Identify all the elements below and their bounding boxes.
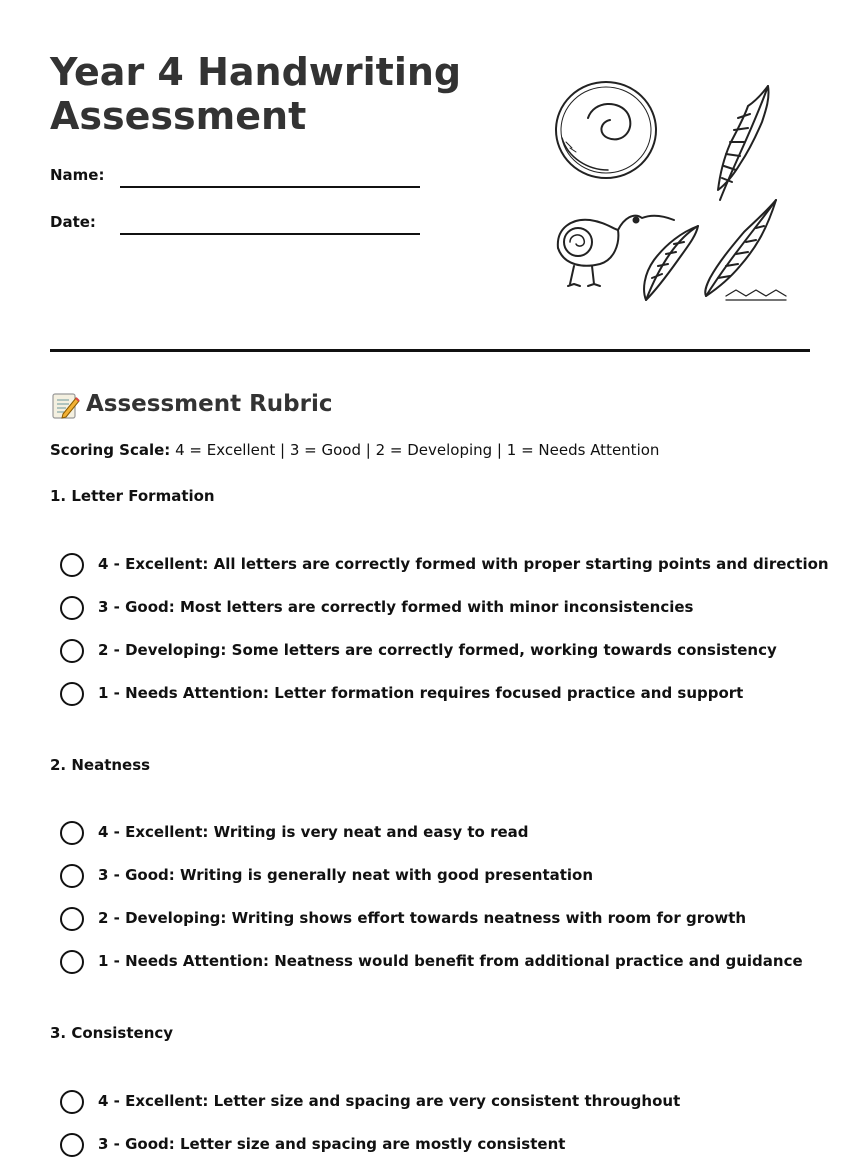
date-field[interactable] <box>50 211 430 239</box>
fern-frond-large-icon <box>705 200 786 300</box>
option-label: 4 - Excellent: Letter size and spacing are very consistent throughout <box>98 1092 681 1110</box>
option-label: 3 - Good: Writing is generally neat with good presentation <box>98 866 594 884</box>
radio-button[interactable] <box>60 821 84 845</box>
option-label: 2 - Developing: Writing shows effort towards neatness with room for growth <box>98 909 747 927</box>
option-neatness-3[interactable] <box>60 864 820 890</box>
radio-button[interactable] <box>60 596 84 620</box>
rubric-heading-text: Assessment Rubric <box>86 391 333 417</box>
radio-button[interactable] <box>60 1090 84 1114</box>
option-neatness-4[interactable] <box>60 821 820 847</box>
name-field[interactable] <box>50 164 430 192</box>
memo-icon <box>50 390 80 420</box>
option-label: 1 - Needs Attention: Neatness would benefit from additional practice and guidance <box>98 952 803 970</box>
name-input-line[interactable] <box>120 186 420 188</box>
maori-art-illustration <box>548 78 792 306</box>
criterion-title-neatness: 2. Neatness <box>50 756 151 774</box>
koru-icon <box>556 82 656 178</box>
option-letter-formation-4[interactable] <box>60 553 829 579</box>
radio-button[interactable] <box>60 950 84 974</box>
date-input-line[interactable] <box>120 233 420 235</box>
option-consistency-4[interactable] <box>60 1090 820 1116</box>
option-letter-formation-1[interactable] <box>60 682 820 708</box>
date-label: Date: <box>50 213 96 231</box>
option-letter-formation-3[interactable] <box>60 596 820 622</box>
option-label: 3 - Good: Most letters are correctly formed with minor inconsistencies <box>98 598 694 616</box>
radio-button[interactable] <box>60 1133 84 1157</box>
option-label: 1 - Needs Attention: Letter formation requires focused practice and support <box>98 684 744 702</box>
option-letter-formation-2[interactable] <box>60 639 820 665</box>
scoring-scale <box>50 439 659 461</box>
criterion-title-consistency: 3. Consistency <box>50 1024 174 1042</box>
radio-button[interactable] <box>60 639 84 663</box>
option-neatness-1[interactable] <box>60 950 820 976</box>
radio-button[interactable] <box>60 864 84 888</box>
radio-button[interactable] <box>60 907 84 931</box>
radio-button[interactable] <box>60 553 84 577</box>
criterion-title-letter-formation: 1. Letter Formation <box>50 487 215 505</box>
rubric-heading <box>50 388 333 420</box>
option-neatness-2[interactable] <box>60 907 820 933</box>
header-divider <box>50 349 810 352</box>
option-label: 4 - Excellent: Writing is very neat and easy to read <box>98 823 529 841</box>
scoring-scale-label: Scoring Scale: <box>50 441 171 459</box>
option-label: 2 - Developing: Some letters are correctly formed, working towards consistency <box>98 641 777 659</box>
option-label: 4 - Excellent: All letters are correctly formed with proper starting points and direction <box>98 555 829 573</box>
radio-button[interactable] <box>60 682 84 706</box>
name-label: Name: <box>50 166 105 184</box>
scoring-scale-text: 4 = Excellent | 3 = Good | 2 = Developing | 1 = Needs Attention <box>170 441 660 459</box>
option-consistency-3[interactable] <box>60 1133 820 1159</box>
option-label: 3 - Good: Letter size and spacing are mostly consistent <box>98 1135 566 1153</box>
page-title: Year 4 Handwriting Assessment <box>50 50 462 138</box>
fern-frond-icon <box>718 86 769 200</box>
fern-leaf-icon <box>644 226 698 300</box>
